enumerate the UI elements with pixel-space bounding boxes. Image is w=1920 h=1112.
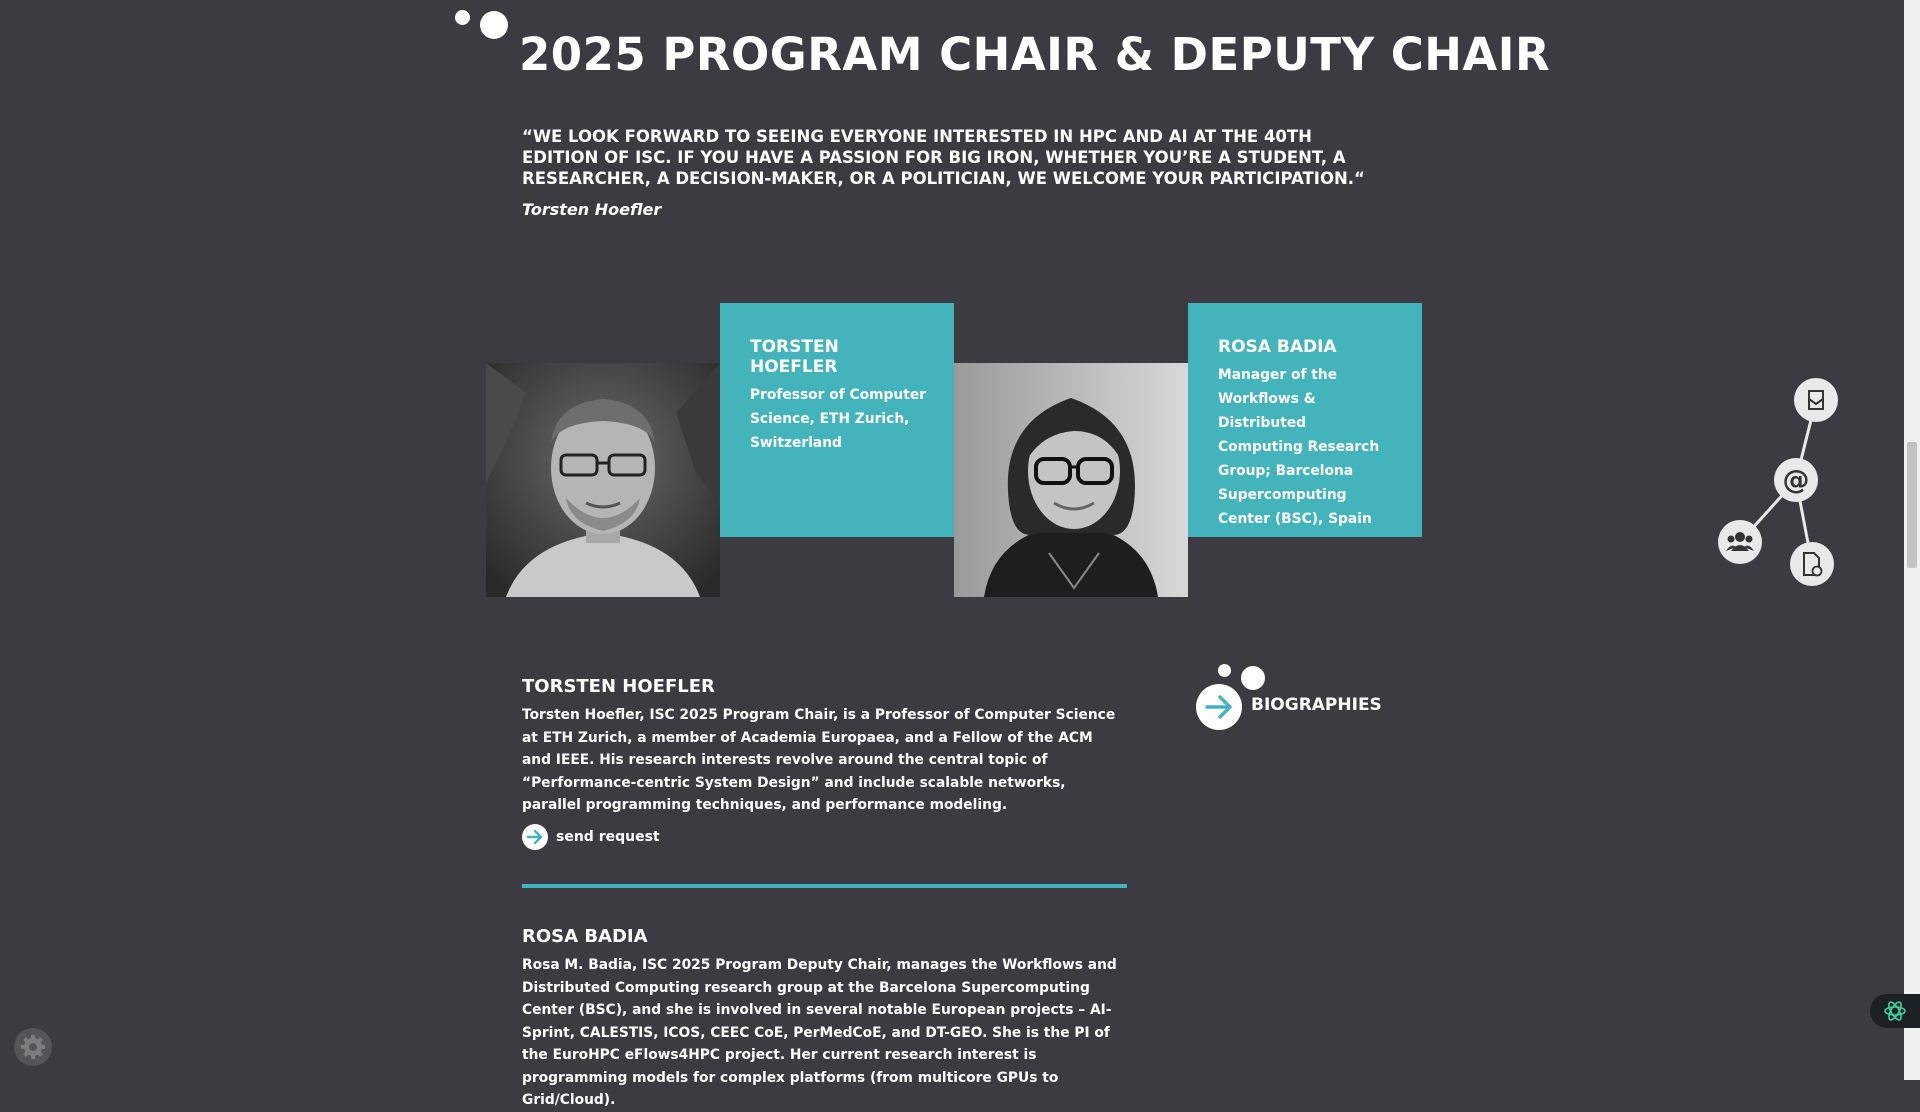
bio-text-torsten-hoefler: Torsten Hoefler, ISC 2025 Program Chair, is a Professor of Computer Science at ETH Zurich, a member of Academia Europaea, and a Fellow of the ACM and IEEE. His research interests revolve around the central topic of “Performance-centric System Design” and include scalable networks, parallel programming techniques, and performance modeling. <box>522 707 1116 813</box>
biographies-label: BIOGRAPHIES <box>1251 695 1382 715</box>
document-icon[interactable] <box>1790 542 1834 586</box>
page-title: 2025 PROGRAM CHAIR & DEPUTY CHAIR <box>519 28 1551 81</box>
card-name: ROSA BADIA <box>1218 337 1337 357</box>
arrow-right-icon <box>1196 684 1242 730</box>
page-scrollbar[interactable] <box>1904 0 1920 1080</box>
rosa-badia-card <box>1188 303 1422 537</box>
bio-name-rosa-badia: ROSA BADIA <box>522 926 648 947</box>
quote-author: Torsten Hoefler <box>522 200 662 219</box>
torsten-hoefler-card <box>720 303 954 537</box>
assistant-extension-button[interactable] <box>1870 994 1920 1028</box>
biographies-link[interactable] <box>1196 664 1396 728</box>
bio-divider <box>522 884 1127 888</box>
community-icon[interactable] <box>1718 520 1762 564</box>
decor-dot <box>1241 666 1265 690</box>
chair-quote: “WE LOOK FORWARD TO SEEING EVERYONE INTERESTED IN HPC AND AI AT THE 40TH EDITION OF ISC. IF YOU HAVE A PASSION FOR BIG IRON, WHETHER YOU’RE A STUDENT, A RESEARCHER, A DECISION-MAKER, OR A POLITICIAN, WE WELCOME YOUR PARTICIPATION.“ <box>522 127 1365 188</box>
arrow-right-icon <box>522 824 548 850</box>
card-role: Professor of Computer Science, ETH Zurich, Switzerland <box>750 387 926 451</box>
send-request-button[interactable] <box>522 824 660 850</box>
rosa-badia-photo <box>954 363 1188 597</box>
send-request-label: send request <box>556 829 660 845</box>
atom-icon <box>1883 999 1907 1023</box>
cookie-settings-button[interactable] <box>14 1028 52 1066</box>
decor-dot <box>1218 664 1231 677</box>
torsten-hoefler-photo <box>486 363 720 597</box>
gear-icon <box>20 1034 46 1060</box>
scrollbar-thumb[interactable] <box>1907 442 1917 568</box>
card-name: TORSTEN HOEFLER <box>750 337 839 377</box>
newsletter-icon[interactable] <box>1794 378 1838 422</box>
bio-text-rosa-badia: Rosa M. Badia, ISC 2025 Program Deputy Chair, manages the Workflows and Distributed Computing research group at the Barcelona Supercomputing Center (BSC), and she is involved in several notable European projects – AI-Sprint, CALESTIS, ICOS, CEEC CoE, PerMedCoE, and DT-GEO. She is the PI of the EuroHPC eFlows4HPC project. Her current research interest is programming models for complex platforms (from multicore GPUs to Grid/Cloud). <box>522 957 1117 1108</box>
bio-name-torsten-hoefler: TORSTEN HOEFLER <box>522 676 715 697</box>
card-role: Manager of the Workflows & Distributed Computing Research Group; Barcelona Supercomputing Center (BSC), Spain <box>1218 367 1380 527</box>
email-at-icon[interactable]: @ <box>1774 458 1818 502</box>
